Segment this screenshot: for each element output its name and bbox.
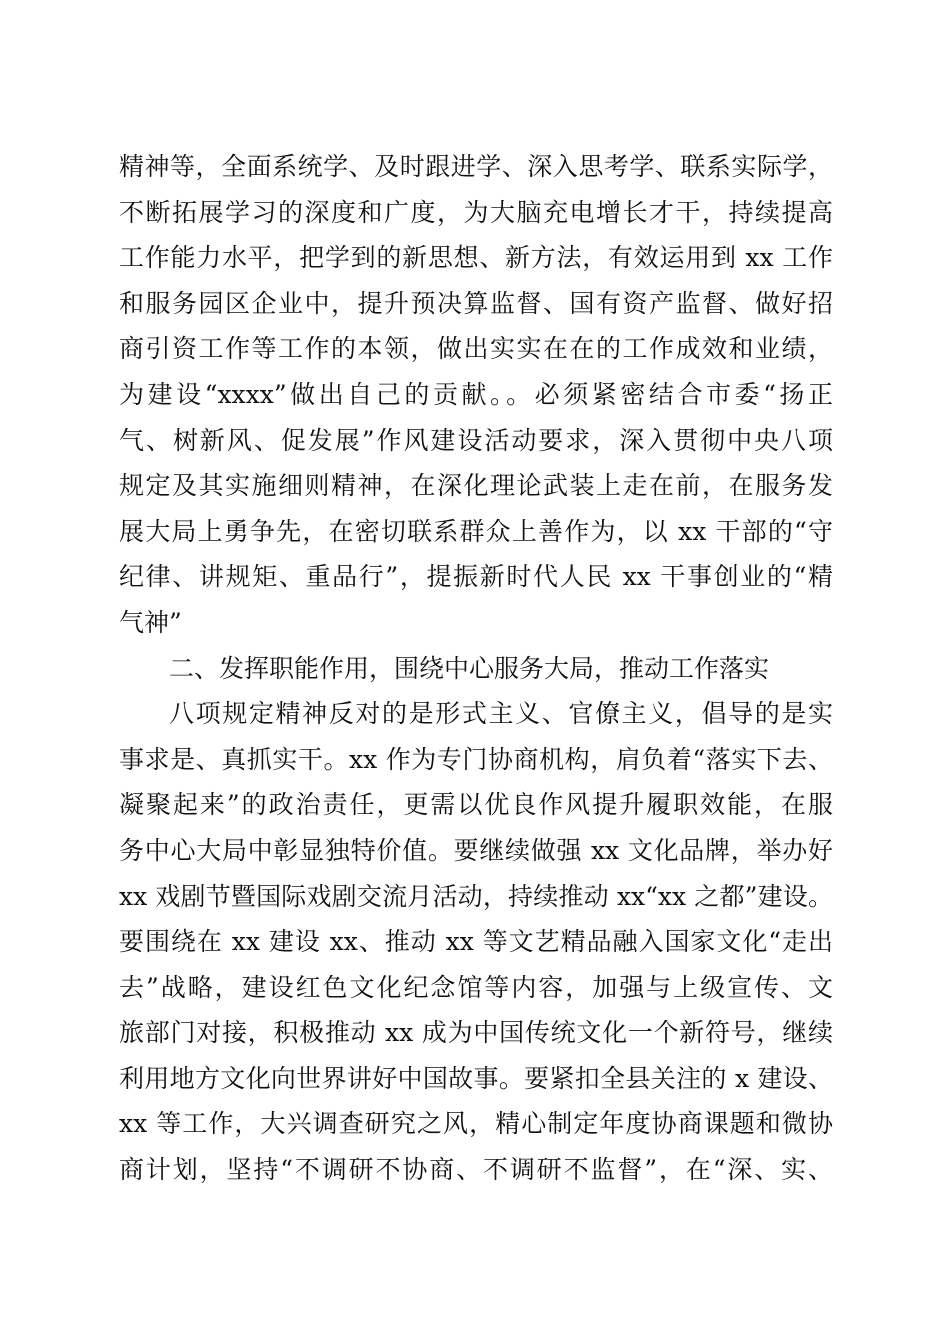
text-line: 要围绕在 xx 建设 xx、推动 xx 等文艺精品融入国家文化“走出 [119, 927, 833, 957]
text-line: 旅部门对接，积极推动 xx 成为中国传统文化一个新符号，继续 [119, 1018, 833, 1048]
text-line: 务中心大局中彰显独特价值。要继续做强 xx 文化品牌，举办好 [119, 835, 833, 865]
text-line: 气神” [119, 607, 182, 637]
text-line: 商引资工作等工作的本领，做出实实在在的工作成效和业绩， [119, 334, 833, 364]
text-line: xx 戏剧节暨国际戏剧交流月活动，持续推动 xx“xx 之都”建设。 [119, 881, 833, 911]
text-line: 气、树新风、促发展”作风建设活动要求，深入贯彻中央八项 [119, 425, 833, 455]
text-line: 凝聚起来”的政治责任，更需以优良作风提升履职效能，在服 [119, 790, 833, 820]
text-line: 展大局上勇争先，在密切联系群众上善作为，以 xx 干部的“守 [119, 516, 833, 546]
text-line: 工作能力水平，把学到的新思想、新方法，有效运用到 xx 工作 [119, 243, 833, 273]
text-line: 纪律、讲规矩、重品行”，提振新时代人民 xx 干事创业的“精 [119, 562, 833, 592]
text-line: 八项规定精神反对的是形式主义、官僚主义，倡导的是实 [169, 699, 833, 729]
text-line: 事求是、真抓实干。xx 作为专门协商机构，肩负着“落实下去、 [119, 744, 833, 774]
text-line: 为建设“xxxx”做出自己的贡献。。必须紧密结合市委“扬正 [119, 379, 833, 409]
body-text [119, 144, 833, 1193]
text-line: 去”战略，建设红色文化纪念馆等内容，加强与上级宣传、文 [119, 972, 833, 1002]
text-line: 利用地方文化向世界讲好中国故事。要紧扣全县关注的 x 建设、 [119, 1063, 833, 1093]
text-line: 不断拓展学习的深度和广度，为大脑充电增长才干，持续提高 [119, 197, 833, 227]
section-heading: 二、发挥职能作用，围绕中心服务大局，推动工作落实 [169, 653, 770, 683]
text-line: 规定及其实施细则精神，在深化理论武装上走在前，在服务发 [119, 471, 833, 501]
text-line: 精神等，全面系统学、及时跟进学、深入思考学、联系实际学， [119, 152, 833, 181]
text-line: 和服务园区企业中，提升预决算监督、国有资产监督、做好招 [119, 288, 833, 318]
text-line: 商计划，坚持“不调研不协商、不调研不监督”，在“深、实、 [119, 1155, 833, 1185]
text-line: xx 等工作，大兴调查研究之风，精心制定年度协商课题和微协 [119, 1109, 833, 1139]
